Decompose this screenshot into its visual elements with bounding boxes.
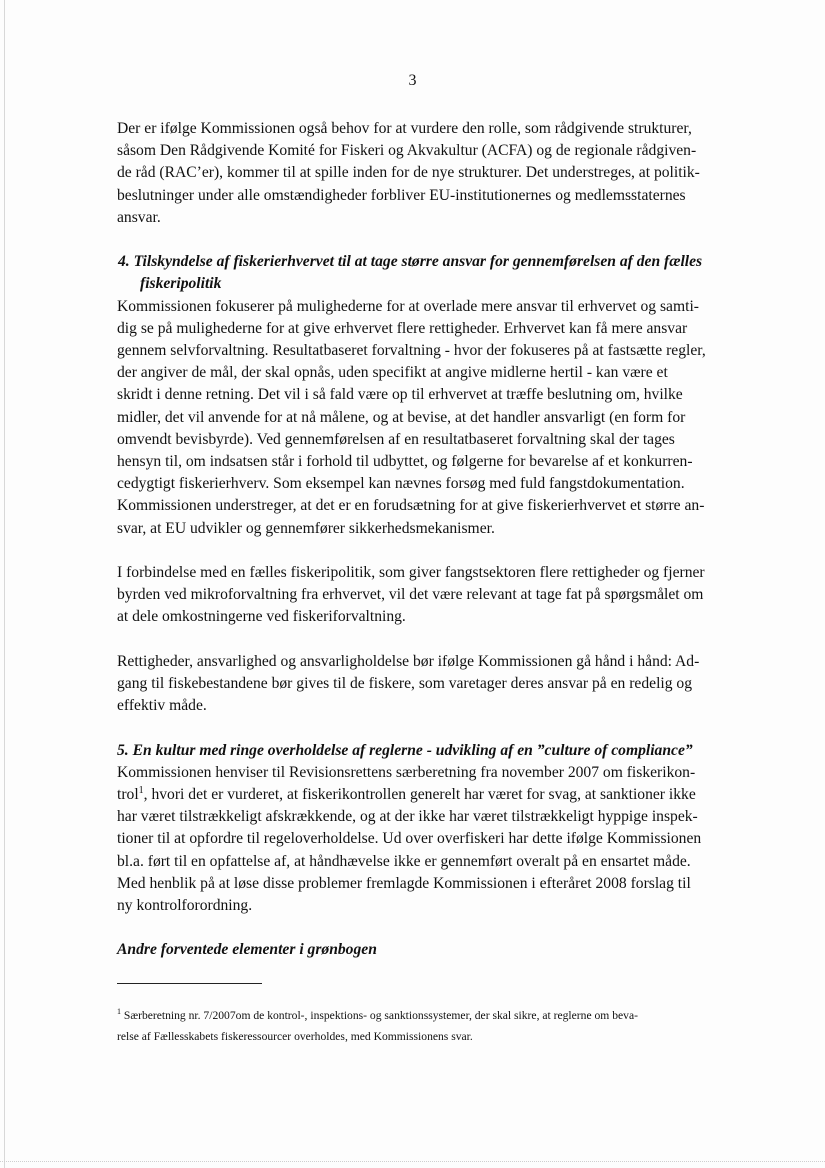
section-4-heading-cont: fiskeripolitik [140,275,222,293]
text-line: Kommissionen fokuserer på mulighederne for at overlade mere ansvar til erhvervet og samti- [117,297,699,315]
footnote-area [117,1005,721,1047]
paragraph-gap [117,717,721,739]
scan-edge-left [4,0,5,1168]
paragraph-gap [117,540,721,562]
text-line: effektiv måde. [117,697,207,715]
page-number: 3 [408,72,417,89]
footnote-line [117,1005,721,1026]
paragraph-fishing-policy [117,562,721,629]
text-line: beslutninger under alle omstændigheder forbliver EU-institutionernes og medlemsstaternes [117,186,686,204]
text-line: hensyn til, om indsatsen står i forhold til udbyttet, og følgerne for bevarelse af et konkurren- [117,453,693,471]
text-line: Der er ifølge Kommissionen også behov for at vurdere den rolle, som rådgivende strukturer, [117,120,692,137]
footnote-marker: 1 [117,1007,121,1017]
text-line: gang til fiskebestandene bør gives til de fiskere, som varetager deres ansvar på en redelig og [117,675,693,693]
text-line: gennem selvforvaltning. Resultatbaseret forvaltning - hvor der fokuseres på at fastsætte regler, [117,342,706,360]
text-line: Kommissionen henviser til Revisionsrettens særberetning fra november 2007 om fiskerikon- [117,763,696,781]
text-line: byrden ved mikroforvaltning fra erhvervet, vil det være relevant at tage fat på spørgsmålet om [117,586,704,604]
document-body [117,118,721,962]
paragraph-advisory-structures [117,118,721,229]
section-5-heading: 5. En kultur med ringe overholdelse af reglerne - udvikling af en ”culture of compliance” [117,741,693,759]
text-line: midler, det vil anvende for at nå målene, og at bevise, at det handler ansvarligt (en form for [117,408,686,426]
text-line: har været tilstrækkeligt afskrækkende, og at der ikke har været tilstrækkeligt hyppige inspek- [117,808,698,826]
text-line: Kommissionen understreger, at det er en forudsætning for at give fiskerierhvervet et større an- [117,497,705,515]
text-line: ny kontrolforordning. [117,897,253,915]
text-line: ansvar. [117,208,161,226]
text-line: I forbindelse med en fælles fiskeripolitik, som giver fangstsektoren flere rettigheder og fjerner [117,564,705,582]
footnote-separator [117,983,262,984]
text-line: de råd (RAC’er), kommer til at spille inden for de nye strukturer. Det understreges, at politik- [117,164,700,182]
text-line: bl.a. ført til en opfattelse af, at håndhævelse ikke er gennemført overalt på en ensartet måde. [117,852,691,870]
text-line: at dele omkostningerne ved fiskeriforvaltning. [117,608,406,626]
text-line: Med henblik på at løse disse problemer fremlagde Kommissionen i efteråret 2008 forslag til [117,874,691,892]
text-line: omvendt bevisbyrde). Ved gennemførelsen af en resultatbaseret forvaltning skal der tages [117,430,675,448]
paragraph-rights [117,651,721,718]
paragraph-gap [117,917,721,939]
footnote-text: Særberetning nr. 7/2007om de kontrol-, inspektions- og sanktionssystemer, der skal sikre, at reglerne om beva- [121,1009,638,1022]
paragraph-gap [117,229,721,251]
scan-edge-bottom [0,1160,825,1162]
text-line: såsom Den Rådgivende Komité for Fiskeri og Akvakultur (ACFA) og de regionale rådgiven- [117,142,697,160]
text-line: dig se på mulighederne for at give erhvervet flere rettigheder. Erhvervet kan få mere ansvar [117,319,688,337]
text-line-with-footnote [117,784,721,806]
paragraph-gap [117,629,721,651]
text-line: cedygtigt fiskerierhverv. Som eksempel kan nævnes forsøg med fuld fangstdokumentation. [117,475,685,493]
text-fragment: trol [117,786,139,804]
subheading-green-paper: Andre forventede elementer i grønbogen [117,941,377,959]
text-fragment: , hvori det er vurderet, at fiskerikontrollen generelt har været for svag, at sanktioner ikke [143,786,696,804]
footnote-reference[interactable]: 1 [138,784,144,796]
section-4-heading: 4. Tilskyndelse af fiskerierhvervet til at tage større ansvar for gennemførelsen af den fælles [118,253,703,271]
text-line: Rettigheder, ansvarlighed og ansvarligholdelse bør ifølge Kommissionen gå hånd i hånd: Ad- [117,652,700,670]
text-line: tioner til at opfordre til regeloverholdelse. Ud over overfiskeri har dette ifølge Kommissionen [117,830,702,848]
text-line: svar, at EU udvikler og gennemfører sikkerhedsmekanismer. [117,519,495,537]
section-4 [117,251,721,540]
text-line: skridt i denne retning. Det vil i så fald være op til erhvervet at træffe beslutning om, hvilke [117,386,683,404]
section-5 [117,740,721,918]
text-line: der angiver de mål, der skal opnås, uden specifikt at angive midlerne hertil - kan være et [117,364,668,382]
footnote-line: relse af Fællesskabets fiskeressourcer overholdes, med Kommissionens svar. [117,1030,473,1043]
